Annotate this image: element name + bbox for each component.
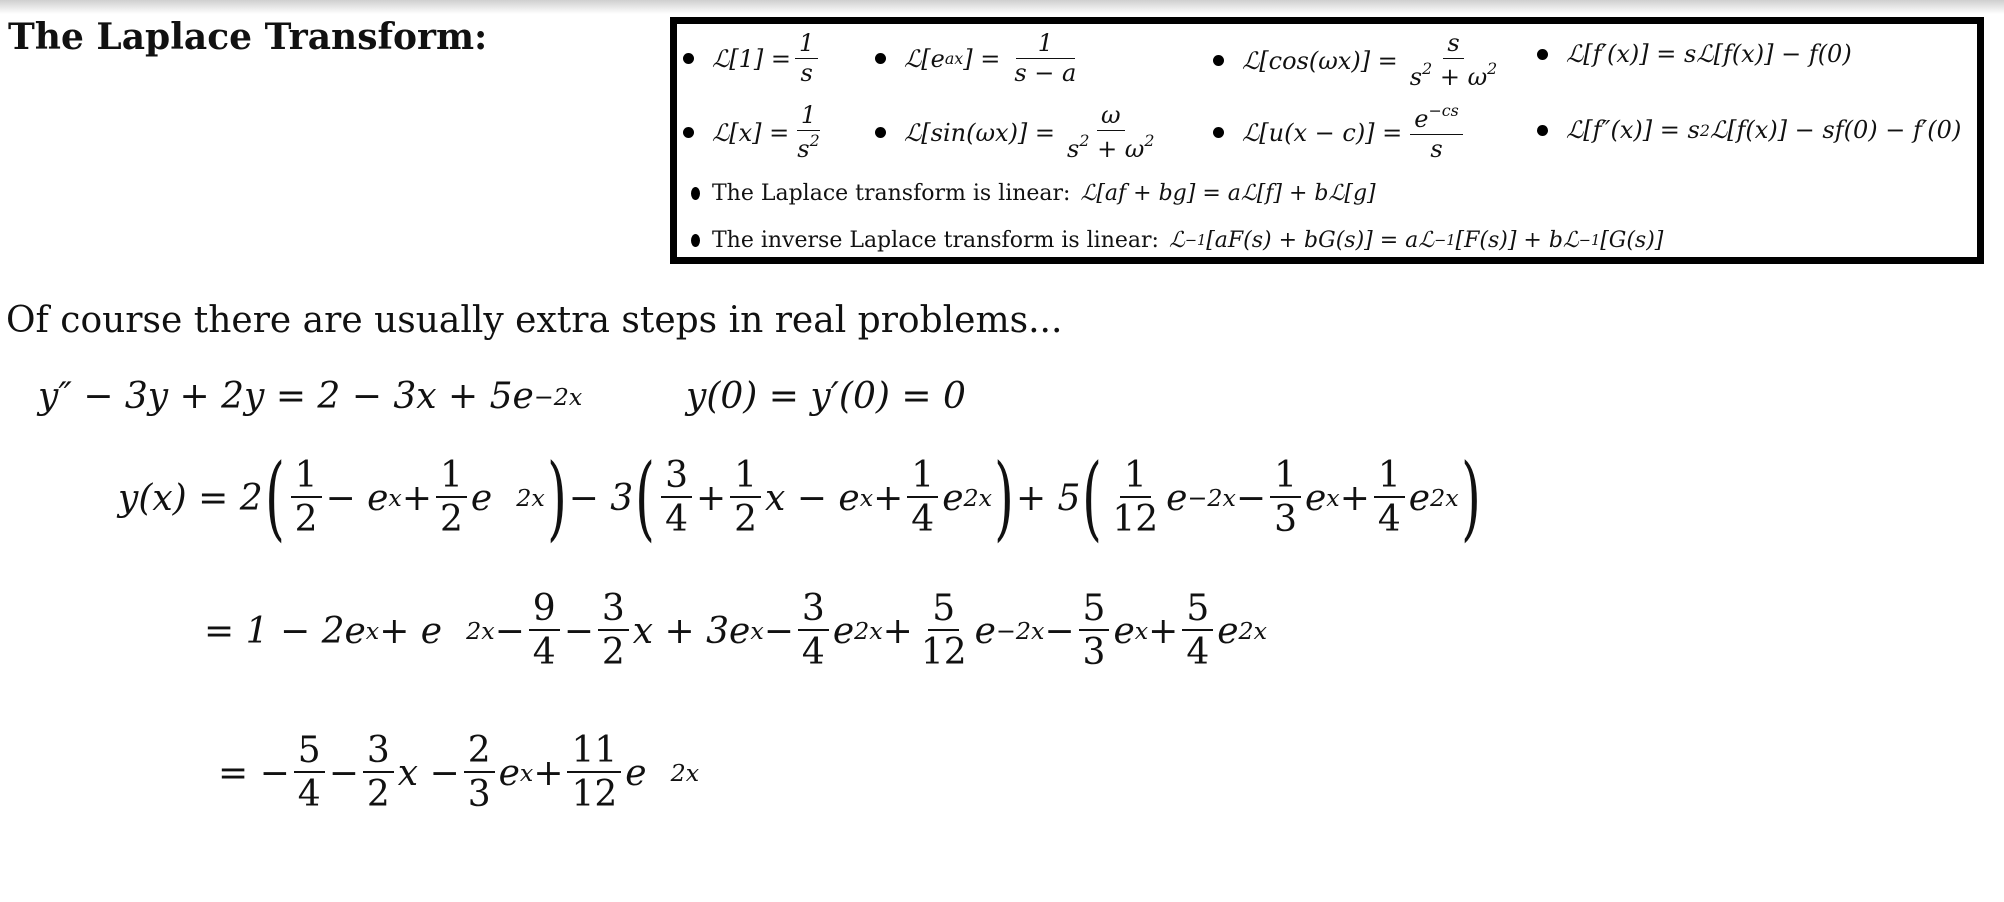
inverse-linearity-statement: The inverse Laplace transform is linear: ℒ −1 [aF(s) + bG(s)] = aℒ −1 [F(s)] + bℒ −1 [G(s)]	[691, 228, 1663, 253]
formula-laplace-sin: ℒ[sin(ωx)] = $\frac{\omega}{s^2 + \omega^2}$	[875, 102, 1162, 163]
initial-conditions: y(0) = y′(0) = 0	[686, 376, 966, 417]
bullet-icon	[875, 53, 886, 64]
solution-line-3: = − $\frac{5}{4}$ − $\frac{3}{2}$ x − $\frac{2}{3}$ e x + $\frac{11}{12}$ e 2x	[218, 730, 700, 816]
bullet-icon	[683, 127, 694, 138]
bullet-icon	[1537, 125, 1548, 136]
bullet-icon	[875, 127, 886, 138]
solution-line-2: = 1 − 2e x + e 2x − $\frac{9}{4}$ − $\frac{3}{2}$ x + 3e x − $\frac{3}{4}$ e 2x + $\frac{5}{12}$ e −2x − $\frac{5}{3}$ e x + $\frac{5}{4}$ e 2x	[204, 588, 1268, 674]
formula-laplace-exp: ℒ[e ax ] = $\frac{1}{s - a}$	[875, 30, 1084, 87]
ode-equation: y″ − 3y + 2y = 2 − 3x + 5e −2x	[38, 376, 583, 417]
intro-sentence: Of course there are usually extra steps in real problems...	[6, 300, 1063, 341]
formula-laplace-derivative: ℒ[f′(x)] = sℒ[f(x)] − f(0)	[1537, 40, 1852, 68]
bullet-icon	[1537, 49, 1548, 60]
page-title: The Laplace Transform:	[8, 16, 488, 58]
top-shadow	[0, 0, 2004, 14]
formula-laplace-cos: ℒ[cos(ωx)] = $\frac{s}{s^2 + \omega^2}$	[1213, 30, 1505, 91]
linearity-statement: The Laplace transform is linear: ℒ[af + bg] = aℒ[f] + bℒ[g]	[691, 181, 1376, 206]
formula-laplace-x: ℒ[x] = $\frac{1}{s^2}$	[683, 102, 828, 163]
formula-laplace-step: ℒ[u(x − c)] = $\frac{e^{-cs}}{s}$	[1213, 102, 1467, 163]
solution-line-1: y(x) = 2 ( $\frac{1}{2}$ − e x + $\frac{1}{2}$ e 2x ) − 3 ( $\frac{3}{4}$ + $\frac{1}{2}$ x − e x + $\frac{1}{4}$ e 2x ) + 5 ( $\frac{1}{12}$ e −2x − $\frac{1}{3}$ e x + $\frac{1}{4}$ e 2x )	[118, 444, 1481, 551]
bullet-icon	[1213, 55, 1224, 66]
bullet-icon	[691, 187, 700, 200]
formula-laplace-one: ℒ[1] = $\frac{1}{s}$	[683, 30, 822, 87]
bullet-icon	[691, 234, 700, 247]
formula-laplace-second-derivative: ℒ[f″(x)] = s 2 ℒ[f(x)] − sf(0) − f′(0)	[1537, 116, 1961, 144]
bullet-icon	[1213, 127, 1224, 138]
bullet-icon	[683, 53, 694, 64]
formula-box	[670, 17, 1984, 264]
